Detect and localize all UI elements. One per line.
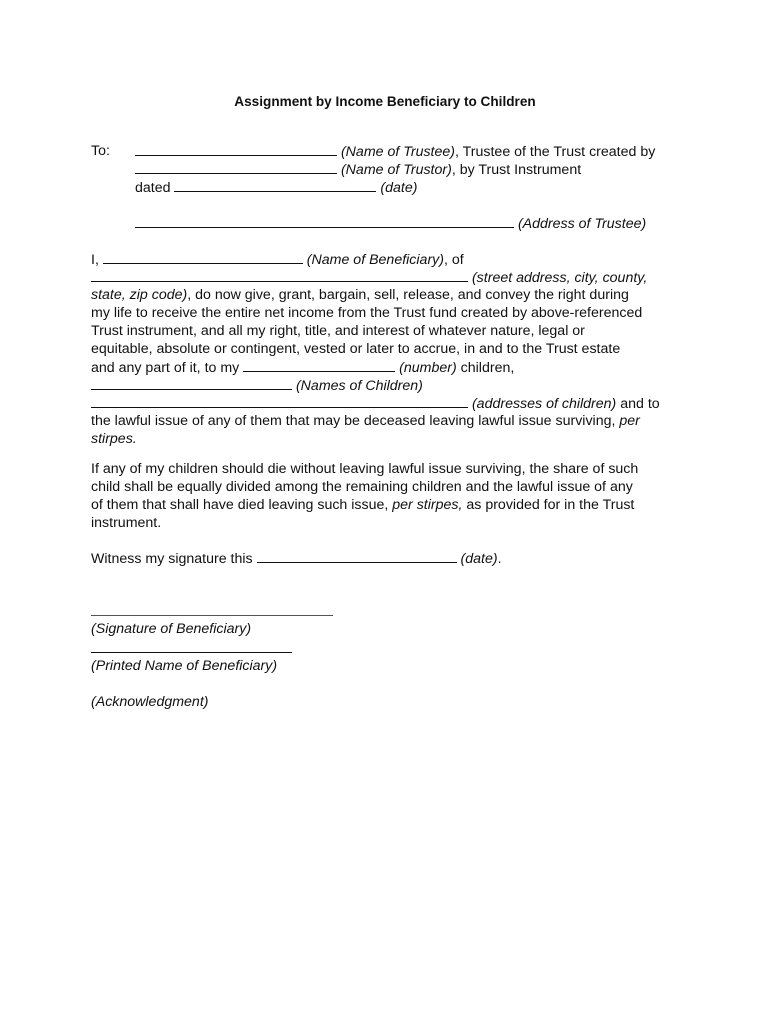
- printed-name-line[interactable]: [91, 652, 292, 653]
- witness-date-hint: (date): [460, 551, 498, 567]
- signature-hint: (Signature of Beneficiary): [91, 621, 252, 637]
- i-label: I,: [91, 252, 99, 268]
- beneficiary-name-hint: (Name of Beneficiary): [306, 252, 444, 268]
- children-addresses-line: (addresses of children) and to: [91, 394, 660, 412]
- stirpes-text: stirpes.: [91, 431, 137, 447]
- document-title: Assignment by Income Beneficiary to Children: [234, 94, 536, 109]
- number-of-children-line: and any part of it, to my (number) children,: [91, 360, 515, 376]
- witness-date-blank[interactable]: [257, 549, 457, 563]
- assignment-line-10: the lawful issue of any of them that may be deceased leaving lawful issue surviving, per: [91, 413, 640, 429]
- paragraph2-line-1: If any of my children should die without leaving lawful issue surviving, the share of such: [91, 461, 639, 477]
- trustee-name-blank[interactable]: [135, 142, 337, 156]
- assignment-line-6: equitable, absolute or contingent, vested or later to accrue, in and to the Trust estate: [91, 341, 621, 357]
- acknowledgment-text: (Acknowledgment): [91, 694, 209, 710]
- assignment-line-5: Trust instrument, and all my right, title, and interest of whatever nature, legal or: [91, 323, 585, 339]
- beneficiary-address-blank[interactable]: [91, 268, 468, 282]
- paragraph2-line-4: instrument.: [91, 515, 162, 531]
- trustor-name-hint: (Name of Trustor): [340, 162, 452, 178]
- of-text: , of: [444, 252, 464, 268]
- trustee-name-hint: (Name of Trustee): [340, 144, 456, 160]
- beneficiary-line: [91, 250, 464, 268]
- street-address-hint: (street address, city, county,: [471, 270, 648, 286]
- children-addresses-hint: (addresses of children): [471, 396, 617, 412]
- beneficiary-name-blank[interactable]: [103, 250, 303, 264]
- dated-line: [135, 178, 417, 196]
- trustor-line: [135, 160, 581, 178]
- assignment-line-4: my life to receive the entire net income from the Trust fund created by above-referenced: [91, 305, 643, 321]
- trustor-text: , by Trust Instrument: [451, 162, 582, 178]
- signature-line[interactable]: [91, 615, 333, 616]
- dated-label: dated: [135, 180, 171, 196]
- printed-name-hint: (Printed Name of Beneficiary): [91, 658, 278, 674]
- trust-date-hint: (date): [380, 180, 418, 196]
- witness-label: Witness my signature this: [91, 551, 253, 567]
- trustee-line: [135, 142, 655, 160]
- paragraph2-line-2: child shall be equally divided among the remaining children and the lawful issue of any: [91, 479, 633, 495]
- number-of-children-blank[interactable]: [243, 358, 395, 372]
- witness-line: Witness my signature this (date).: [91, 551, 502, 567]
- trustee-address-hint: (Address of Trustee): [517, 216, 647, 232]
- trust-date-blank[interactable]: [174, 178, 376, 192]
- street-address-line: [91, 268, 647, 286]
- trustee-address-blank[interactable]: [135, 214, 514, 228]
- children-names-blank[interactable]: [91, 376, 292, 390]
- trustee-address-line: [135, 214, 646, 232]
- number-hint: (number): [399, 360, 457, 376]
- children-names-line: [91, 376, 423, 394]
- assignment-line-3: state, zip code), do now give, grant, bargain, sell, release, and convey the right during: [91, 287, 629, 303]
- children-addresses-blank[interactable]: [91, 394, 468, 408]
- zip-code-hint: state, zip code): [91, 287, 188, 303]
- to-label: To:: [91, 143, 110, 159]
- trustee-text: , Trustee of the Trust created by: [455, 144, 656, 160]
- children-names-hint: (Names of Children): [295, 378, 423, 394]
- paragraph2-line-3: of them that shall have died leaving such issue, per stirpes, as provided for in the Trust: [91, 497, 635, 513]
- trustor-name-blank[interactable]: [135, 160, 337, 174]
